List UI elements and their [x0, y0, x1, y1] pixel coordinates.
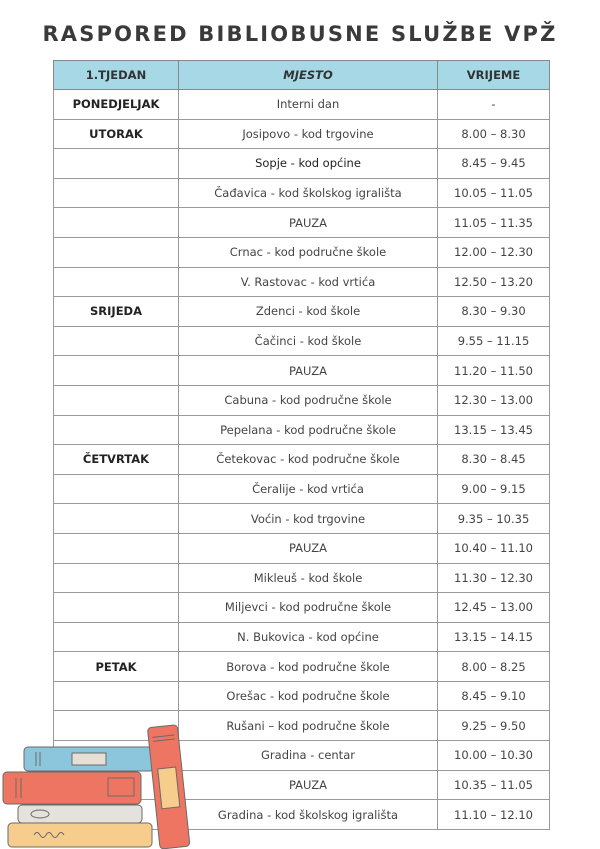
- place-cell: PAUZA: [179, 208, 438, 238]
- day-cell: [54, 563, 179, 593]
- time-cell: -: [438, 90, 550, 120]
- day-cell: [54, 149, 179, 179]
- header-row: [54, 61, 550, 90]
- place-cell: Borova - kod područne škole: [179, 652, 438, 682]
- place-cell: PAUZA: [179, 533, 438, 563]
- header-place: MJESTO: [179, 61, 438, 90]
- place-cell: Četekovac - kod područne škole: [179, 445, 438, 475]
- page-title: RASPORED BIBLIOBUSNE SLUŽBE VPŽ: [42, 22, 558, 46]
- day-cell: [54, 208, 179, 238]
- book-yellow: [8, 823, 152, 847]
- table-row: [54, 622, 550, 652]
- place-cell: PAUZA: [179, 770, 438, 800]
- day-cell: [54, 681, 179, 711]
- place-cell: Josipovo - kod trgovine: [179, 119, 438, 149]
- time-cell: 8.00 – 8.25: [438, 652, 550, 682]
- time-cell: 10.05 – 11.05: [438, 178, 550, 208]
- time-cell: 8.00 – 8.30: [438, 119, 550, 149]
- table-row: [54, 237, 550, 267]
- place-cell: Gradina - centar: [179, 741, 438, 771]
- header-week: 1.TJEDAN: [54, 61, 179, 90]
- place-cell: Miljevci - kod područne škole: [179, 593, 438, 623]
- place-cell: Rušani – kod područne škole: [179, 711, 438, 741]
- table-row: [54, 504, 550, 534]
- table-row: [54, 297, 550, 327]
- time-cell: 9.35 – 10.35: [438, 504, 550, 534]
- day-cell: [54, 237, 179, 267]
- table-row: [54, 445, 550, 475]
- table-row: [54, 178, 550, 208]
- schedule-table: [53, 60, 550, 830]
- books-illustration: [0, 720, 200, 849]
- day-cell: [54, 504, 179, 534]
- header-time: VRIJEME: [438, 61, 550, 90]
- table-row: [54, 563, 550, 593]
- time-cell: 10.35 – 11.05: [438, 770, 550, 800]
- time-cell: 8.45 – 9.45: [438, 149, 550, 179]
- time-cell: 10.00 – 10.30: [438, 741, 550, 771]
- table-row: [54, 474, 550, 504]
- time-cell: 11.20 – 11.50: [438, 356, 550, 386]
- day-cell: UTORAK: [54, 119, 179, 149]
- time-cell: 12.45 – 13.00: [438, 593, 550, 623]
- time-cell: 8.30 – 9.30: [438, 297, 550, 327]
- time-cell: 12.50 – 13.20: [438, 267, 550, 297]
- table-row: [54, 208, 550, 238]
- day-cell: SRIJEDA: [54, 297, 179, 327]
- table-row: [54, 119, 550, 149]
- place-cell: Voćin - kod trgovine: [179, 504, 438, 534]
- place-cell: Zdenci - kod škole: [179, 297, 438, 327]
- day-cell: [54, 415, 179, 445]
- place-cell: Orešac - kod područne škole: [179, 681, 438, 711]
- time-cell: 12.30 – 13.00: [438, 385, 550, 415]
- place-cell: Pepelana - kod područne škole: [179, 415, 438, 445]
- day-cell: [54, 593, 179, 623]
- place-cell: Mikleuš - kod škole: [179, 563, 438, 593]
- time-cell: 13.15 – 13.45: [438, 415, 550, 445]
- day-cell: [54, 267, 179, 297]
- place-cell: Cabuna - kod područne škole: [179, 385, 438, 415]
- book-blue-label: [72, 753, 106, 765]
- table-row: [54, 681, 550, 711]
- table-row: [54, 533, 550, 563]
- time-cell: 8.30 – 8.45: [438, 445, 550, 475]
- table-row: [54, 593, 550, 623]
- time-cell: 12.00 – 12.30: [438, 237, 550, 267]
- time-cell: 9.25 – 9.50: [438, 711, 550, 741]
- table-row: [54, 90, 550, 120]
- day-cell: PONEDJELJAK: [54, 90, 179, 120]
- place-cell: N. Bukovica - kod općine: [179, 622, 438, 652]
- time-cell: 8.45 – 9.10: [438, 681, 550, 711]
- table-row: [54, 652, 550, 682]
- table-row: [54, 415, 550, 445]
- time-cell: 13.15 – 14.15: [438, 622, 550, 652]
- place-cell: PAUZA: [179, 356, 438, 386]
- day-cell: PETAK: [54, 652, 179, 682]
- day-cell: [54, 533, 179, 563]
- day-cell: [54, 178, 179, 208]
- book-grey: [18, 805, 142, 823]
- day-cell: ČETVRTAK: [54, 445, 179, 475]
- place-cell: Čeralije - kod vrtića: [179, 474, 438, 504]
- time-cell: 11.05 – 11.35: [438, 208, 550, 238]
- day-cell: [54, 622, 179, 652]
- time-cell: 11.30 – 12.30: [438, 563, 550, 593]
- table-row: [54, 385, 550, 415]
- day-cell: [54, 356, 179, 386]
- time-cell: 11.10 – 12.10: [438, 800, 550, 830]
- time-cell: 10.40 – 11.10: [438, 533, 550, 563]
- place-cell: Sopje - kod općine: [179, 149, 438, 179]
- place-cell: Interni dan: [179, 90, 438, 120]
- table-row: [54, 356, 550, 386]
- place-cell: Čačinci - kod škole: [179, 326, 438, 356]
- table-row: [54, 149, 550, 179]
- day-cell: [54, 474, 179, 504]
- time-cell: 9.55 – 11.15: [438, 326, 550, 356]
- day-cell: [54, 326, 179, 356]
- place-cell: Crnac - kod područne škole: [179, 237, 438, 267]
- place-cell: Gradina - kod školskog igrališta: [179, 800, 438, 830]
- place-cell: V. Rastovac - kod vrtića: [179, 267, 438, 297]
- place-cell: Čađavica - kod školskog igrališta: [179, 178, 438, 208]
- table-row: [54, 326, 550, 356]
- time-cell: 9.00 – 9.15: [438, 474, 550, 504]
- day-cell: [54, 385, 179, 415]
- table-row: [54, 267, 550, 297]
